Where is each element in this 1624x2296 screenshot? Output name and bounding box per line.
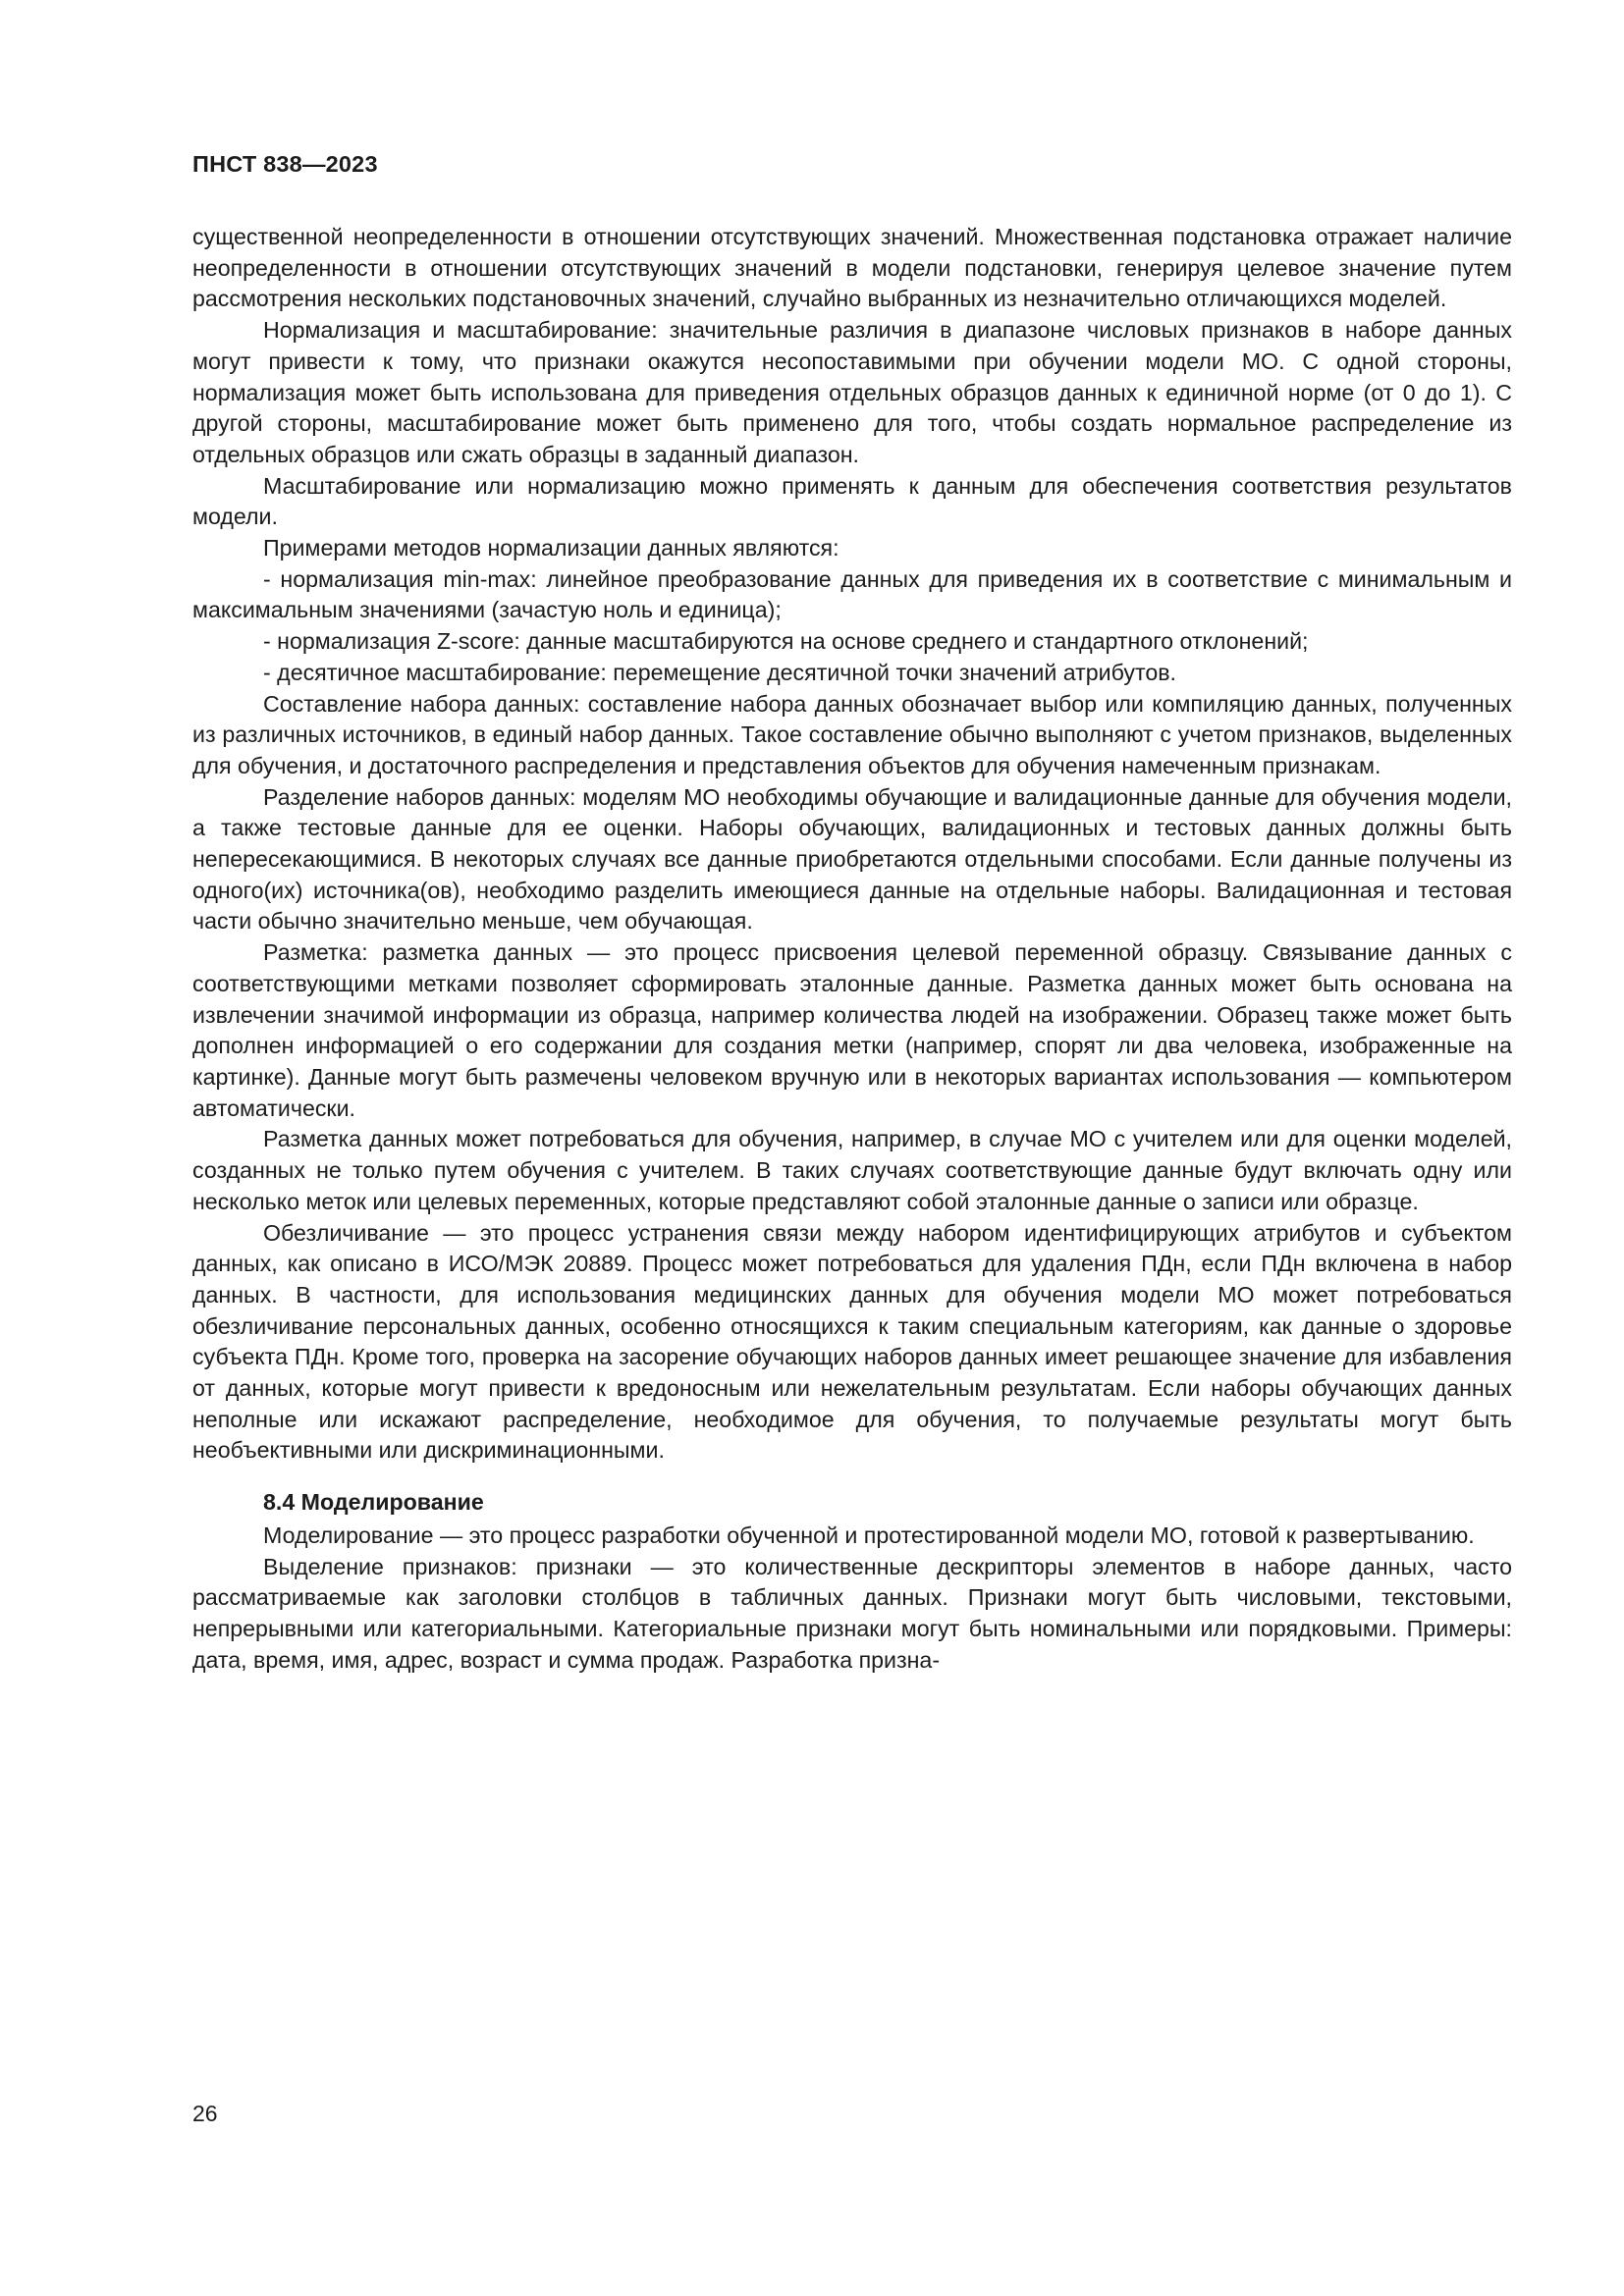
document-header: ПНСТ 838—2023 [192, 151, 378, 177]
paragraph: существенной неопределенности в отношении отсутствующих значений. Множественная подстановка отражает наличие неопределенности в отношении отсутствующих значений в модели подстановки, генерируя целевое значение путем рассмотрения нескольких подстановочных значений, случайно выбранных из незначительно отличающихся моделей. [192, 224, 1512, 312]
body-text [192, 222, 1512, 1676]
paragraph: Масштабирование или нормализацию можно применять к данным для обеспечения соответствия результатов модели. [192, 472, 1512, 530]
page-number: 26 [192, 2101, 218, 2126]
list-item: - нормализация min-max: линейное преобразование данных для приведения их в соответствие с минимальным и максимальным значениями (зачастую ноль и единица); [192, 565, 1512, 623]
section-heading: 8.4 Моделирование [263, 1489, 484, 1516]
paragraph: Обезличивание — это процесс устранения связи между набором идентифицирующих атрибутов и субъектом данных, как описано в ИСО/МЭК 20889. Процесс может потребоваться для удаления ПДн, если ПДн включена в набор данных. В частности, для использования медицинских данных для обучения модели МО может потребоваться обезличивание персональных данных, особенно относящихся к таким специальным категориям, как данные о здоровье субъекта ПДн. Кроме того, проверка на засорение обучающих наборов данных имеет решающее значение для избавления от данных, которые могут привести к вредоносным или нежелательным результатам. Если наборы обучающих данных неполные или искажают распределение, необходимое для обучения, то получаемые результаты могут быть необъективными или дискриминационными. [192, 1219, 1512, 1464]
list-item: - десятичное масштабирование: перемещение десятичной точки значений атрибутов. [263, 659, 1177, 685]
paragraph: Разметка данных может потребоваться для обучения, например, в случае МО с учителем или для оценки моделей, созданных не только путем обучения с учителем. В таких случаях соответствующие данные будут включать одну или несколько меток или целевых переменных, которые представляют собой эталонные данные о записи или образце. [192, 1126, 1512, 1214]
paragraph: Примерами методов нормализации данных являются: [263, 535, 839, 561]
paragraph: Разметка: разметка данных — это процесс присвоения целевой переменной образцу. Связывание данных с соответствующими метками позволяет сформировать эталонные данные. Разметка данных может быть основана на извлечении значимой информации из образца, например количества людей на изображении. Образец также может быть дополнен информацией о его содержании для создания метки (например, спорят ли два человека, изображенные на картинке). Данные могут быть размечены человеком вручную или в некоторых вариантах использования — компьютером автоматически. [192, 939, 1512, 1121]
paragraph: Выделение признаков: признаки — это количественные дескрипторы элементов в наборе данных, часто рассматриваемые как заголовки столбцов в табличных данных. Признаки могут быть числовыми, текстовыми, непрерывными или категориальными. Категориальные признаки могут быть номинальными или порядковыми. Примеры: дата, время, имя, адрес, возраст и сумма продаж. Разработка призна- [192, 1553, 1512, 1673]
paragraph: Составление набора данных: составление набора данных обозначает выбор или компиляцию данных, полученных из различных источников, в единый набор данных. Такое составление обычно выполняют с учетом признаков, выделенных для обучения, и достаточного распределения и представления объектов для обучения намеченным признакам. [192, 690, 1512, 778]
paragraph: Нормализация и масштабирование: значительные различия в диапазоне числовых признаков в наборе данных могут привести к тому, что признаки окажутся несопоставимыми при обучении модели МО. С одной стороны, нормализация может быть использована для приведения отдельных образцов данных к единичной норме (от 0 до 1). С другой стороны, масштабирование может быть применено для того, чтобы создать нормальное распределение из отдельных образцов или сжать образцы в заданный диапазон. [192, 317, 1512, 467]
paragraph: Моделирование — это процесс разработки обученной и протестированной модели МО, готовой к развертыванию. [263, 1522, 1475, 1548]
paragraph: Разделение наборов данных: моделям МО необходимы обучающие и валидационные данные для обучения модели, а также тестовые данные для ее оценки. Наборы обучающих, валидационных и тестовых данных должны быть непересекающимися. В некоторых случаях все данные приобретаются отдельными способами. Если данные получены из одного(их) источника(ов), необходимо разделить имеющиеся данные на отдельные наборы. Валидационная и тестовая части обычно значительно меньше, чем обучающая. [192, 783, 1512, 934]
list-item: - нормализация Z-score: данные масштабируются на основе среднего и стандартного отклонений; [263, 628, 1309, 655]
